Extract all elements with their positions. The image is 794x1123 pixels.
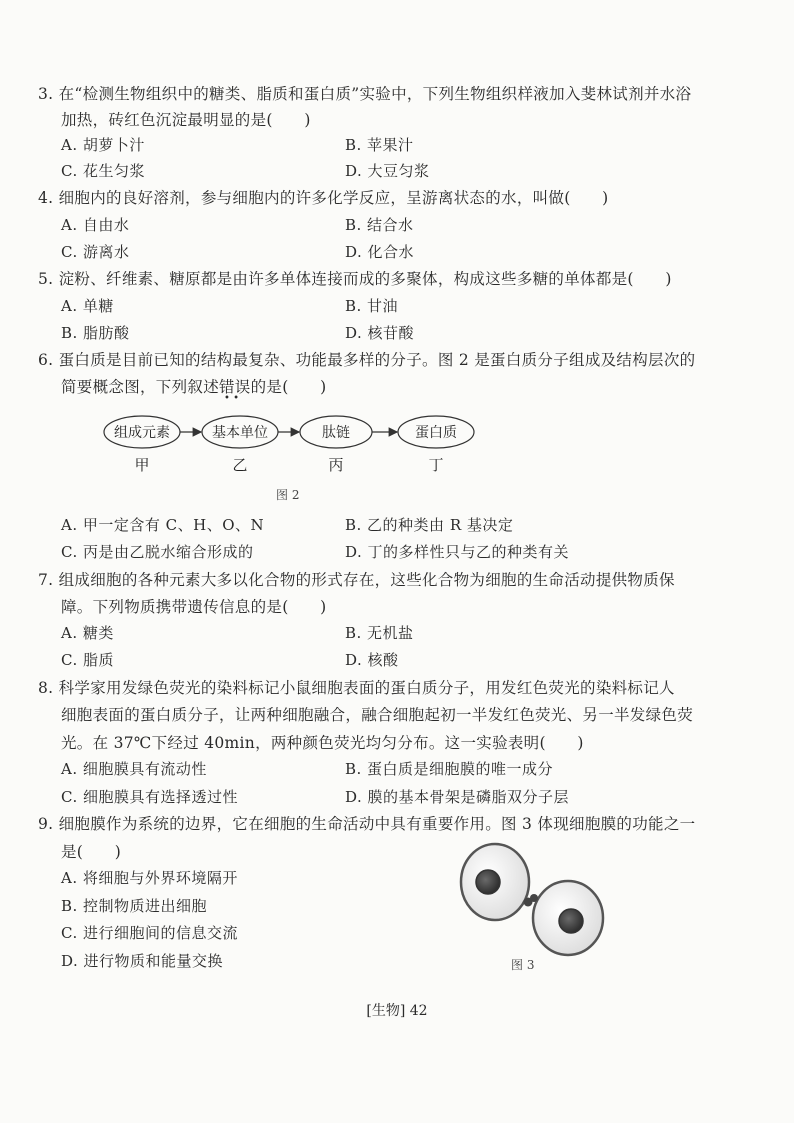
q3-option-d: D. 大豆匀浆 bbox=[345, 162, 430, 180]
figure-2-caption: 图 2 bbox=[276, 488, 300, 502]
node-label-2: 基本单位 bbox=[212, 425, 268, 441]
q7-line-1: 7. 组成细胞的各种元素大多以化合物的形式存在，这些化合物为细胞的生命活动提供物质保 bbox=[38, 571, 675, 589]
q7-option-d: D. 核酸 bbox=[345, 651, 399, 669]
q8-option-b: B. 蛋白质是细胞膜的唯一成分 bbox=[345, 760, 554, 778]
q8-option-a: A. 细胞膜具有流动性 bbox=[61, 760, 207, 778]
node-label-1: 组成元素 bbox=[114, 425, 170, 441]
q4-option-d: D. 化合水 bbox=[345, 243, 415, 261]
q6-option-b: B. 乙的种类由 R 基决定 bbox=[345, 516, 514, 534]
q5-option-d: D. 核苷酸 bbox=[345, 324, 415, 342]
q3-option-b: B. 苹果汁 bbox=[345, 136, 414, 154]
nucleus-left bbox=[476, 870, 500, 894]
q3-line-2: 加热，砖红色沉淀最明显的是( ) bbox=[61, 111, 311, 129]
q6-line-2: 简要概念图，下列叙述错误的是( ) bbox=[61, 378, 327, 396]
q8-option-d: D. 膜的基本骨架是磷脂双分子层 bbox=[345, 788, 570, 806]
q8-option-c: C. 细胞膜具有选择透过性 bbox=[61, 788, 238, 806]
figure-2-diagram bbox=[100, 408, 490, 478]
q6-option-d: D. 丁的多样性只与乙的种类有关 bbox=[345, 543, 570, 561]
q9-option-b: B. 控制物质进出细胞 bbox=[61, 897, 208, 915]
letter-yi: 乙 bbox=[232, 456, 248, 474]
q5-line-1: 5. 淀粉、纤维素、糖原都是由许多单体连接而成的多聚体，构成这些多糖的单体都是( ) bbox=[38, 270, 672, 288]
q6-option-a: A. 甲一定含有 C、H、O、N bbox=[61, 516, 265, 534]
contact-point-2 bbox=[530, 894, 538, 902]
page-footer: [生物] 42 bbox=[366, 1003, 428, 1019]
letter-ding: 丁 bbox=[428, 456, 444, 474]
q7-option-c: C. 脂质 bbox=[61, 651, 114, 669]
nucleus-right bbox=[559, 909, 583, 933]
q4-option-a: A. 自由水 bbox=[61, 216, 130, 234]
q5-option-b: B. 甘油 bbox=[345, 297, 399, 315]
figure-3-caption: 图 3 bbox=[511, 958, 535, 972]
q5-option-a: A. 单糖 bbox=[61, 297, 114, 315]
q9-option-d: D. 进行物质和能量交换 bbox=[61, 952, 224, 970]
q7-line-2: 障。下列物质携带遗传信息的是( ) bbox=[61, 598, 327, 616]
node-label-3: 肽链 bbox=[322, 425, 350, 441]
q9-option-c: C. 进行细胞间的信息交流 bbox=[61, 924, 238, 942]
q3-option-c: C. 花生匀浆 bbox=[61, 162, 145, 180]
q7-option-a: A. 糖类 bbox=[61, 624, 114, 642]
q9-line-2: 是( ) bbox=[61, 843, 122, 861]
node-label-4: 蛋白质 bbox=[415, 425, 457, 441]
q7-option-b: B. 无机盐 bbox=[345, 624, 414, 642]
q9-line-1: 9. 细胞膜作为系统的边界，它在细胞的生命活动中具有重要作用。图 3 体现细胞膜的功能之一 bbox=[38, 815, 696, 833]
q6-option-c: C. 丙是由乙脱水缩合形成的 bbox=[61, 543, 254, 561]
q5-option-c: B. 脂肪酸 bbox=[61, 324, 130, 342]
q8-line-3: 光。在 37℃下经过 40min，两种颜色荧光均匀分布。这一实验表明( ) bbox=[61, 734, 584, 752]
letter-bing: 丙 bbox=[328, 456, 344, 474]
q9-option-a: A. 将细胞与外界环境隔开 bbox=[61, 869, 238, 887]
q4-option-c: C. 游离水 bbox=[61, 243, 130, 261]
q4-line-1: 4. 细胞内的良好溶剂，参与细胞内的许多化学反应，呈游离状态的水，叫做( ) bbox=[38, 189, 609, 207]
q3-line-1: 3. 在“检测生物组织中的糖类、脂质和蛋白质”实验中，下列生物组织样液加入斐林试剂并水浴 bbox=[38, 85, 692, 103]
q3-option-a: A. 胡萝卜汁 bbox=[61, 136, 145, 154]
letter-jia: 甲 bbox=[134, 456, 150, 474]
q6-line-1: 6. 蛋白质是目前已知的结构最复杂、功能最多样的分子。图 2 是蛋白质分子组成及结构层次的 bbox=[38, 351, 696, 369]
q4-option-b: B. 结合水 bbox=[345, 216, 414, 234]
emphasis-dots: • • bbox=[224, 393, 239, 404]
q8-line-1: 8. 科学家用发绿色荧光的染料标记小鼠细胞表面的蛋白质分子，用发红色荧光的染料标记人 bbox=[38, 679, 675, 697]
q8-line-2: 细胞表面的蛋白质分子，让两种细胞融合，融合细胞起初一半发红色荧光、另一半发绿色荧 bbox=[61, 706, 694, 724]
figure-3-cells bbox=[455, 840, 615, 960]
